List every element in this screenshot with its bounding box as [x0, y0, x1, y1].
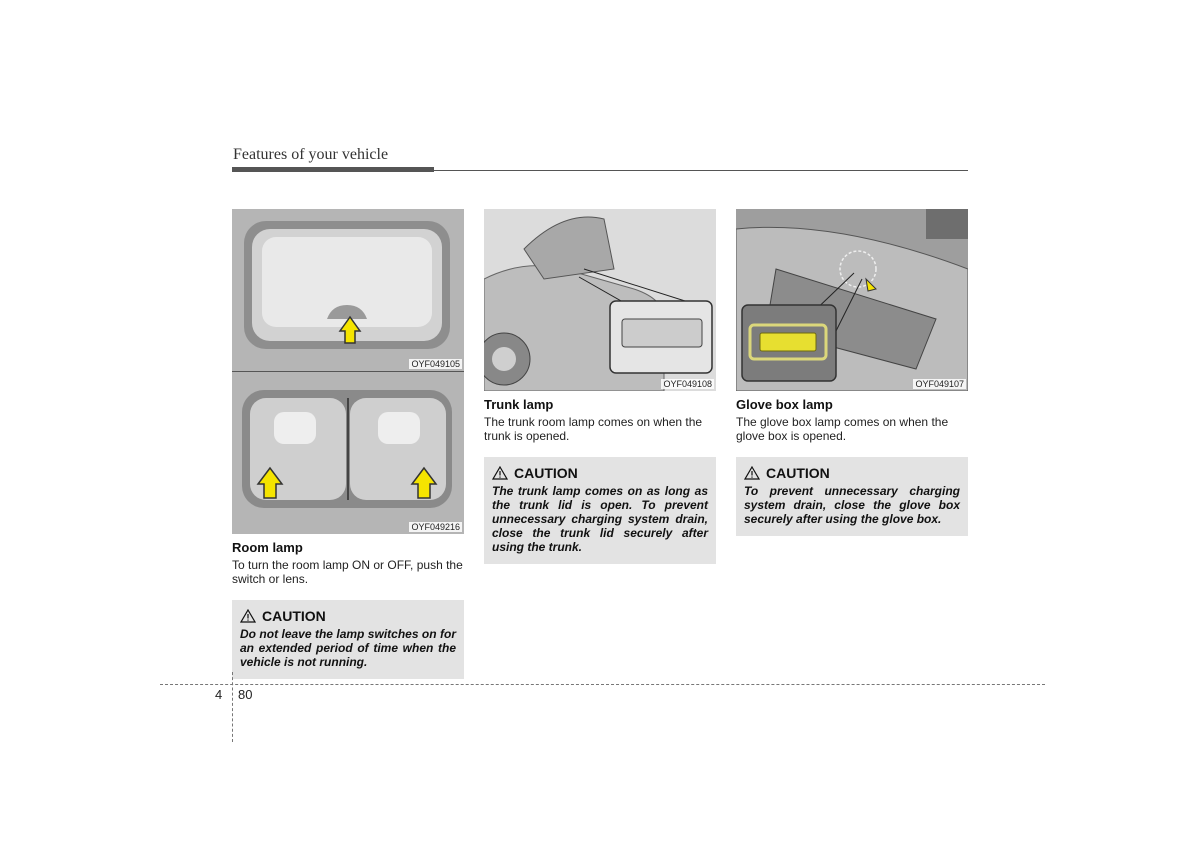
caution-header: [492, 465, 708, 481]
glove-box-lamp-title: Glove box lamp: [736, 397, 833, 412]
footer-dashed-rule: [160, 684, 1045, 685]
room-lamp-figure-top: [232, 209, 464, 371]
caution-header: [240, 608, 456, 624]
chapter-number: 4: [215, 687, 223, 702]
glove-box-illustration: [736, 209, 968, 391]
figure-code-trunk: OYF049108: [663, 379, 712, 389]
glove-box-lamp-body: The glove box lamp comes on when the glove box is opened.: [736, 415, 949, 443]
room-lamp-illustration-top: [232, 209, 464, 371]
trunk-lamp-caution-box: [484, 457, 716, 564]
room-lamp-caution-box: [232, 600, 464, 679]
caution-label: CAUTION: [514, 465, 578, 481]
figure-code-room-bottom: OYF049216: [411, 522, 460, 532]
header-rule-thin: [434, 170, 968, 171]
page-number: 80: [238, 687, 253, 702]
room-lamp-title: Room lamp: [232, 540, 303, 555]
trunk-lamp-illustration: [484, 209, 716, 391]
trunk-lamp-body: The trunk room lamp comes on when the trunk is opened.: [484, 415, 703, 443]
trunk-lamp-title: Trunk lamp: [484, 397, 554, 412]
warning-triangle-icon: [492, 466, 508, 480]
footer-vertical-rule: [232, 672, 233, 742]
figure-code-glove-box: OYF049107: [915, 379, 964, 389]
page-header-title: Features of your vehicle: [233, 146, 389, 163]
glove-box-lamp-caution-box: [736, 457, 968, 536]
caution-text: To prevent unnecessary charging system drain, close the glove box securely after using the glove box.: [744, 484, 960, 526]
caution-label: CAUTION: [262, 608, 326, 624]
room-lamp-section: [232, 209, 464, 679]
trunk-lamp-section: [484, 209, 716, 564]
caution-header: [744, 465, 960, 481]
room-lamp-body: To turn the room lamp ON or OFF, push the switch or lens.: [232, 558, 463, 586]
glove-box-lamp-figure: [736, 209, 968, 391]
figure-code-room-top: OYF049105: [411, 359, 460, 369]
header-rule-thick: [232, 167, 434, 172]
glove-box-lamp-section: [736, 209, 968, 536]
room-lamp-figure-bottom: [232, 372, 464, 534]
trunk-lamp-figure: [484, 209, 716, 391]
caution-text: The trunk lamp comes on as long as the trunk lid is open. To prevent unnecessary charging system drain, close the trunk lid securely after using the trunk.: [492, 484, 708, 554]
caution-label: CAUTION: [766, 465, 830, 481]
warning-triangle-icon: [744, 466, 760, 480]
caution-text: Do not leave the lamp switches on for an extended period of time when the vehicle is not running.: [240, 627, 456, 669]
room-lamp-illustration-bottom: [232, 372, 464, 534]
warning-triangle-icon: [240, 609, 256, 623]
